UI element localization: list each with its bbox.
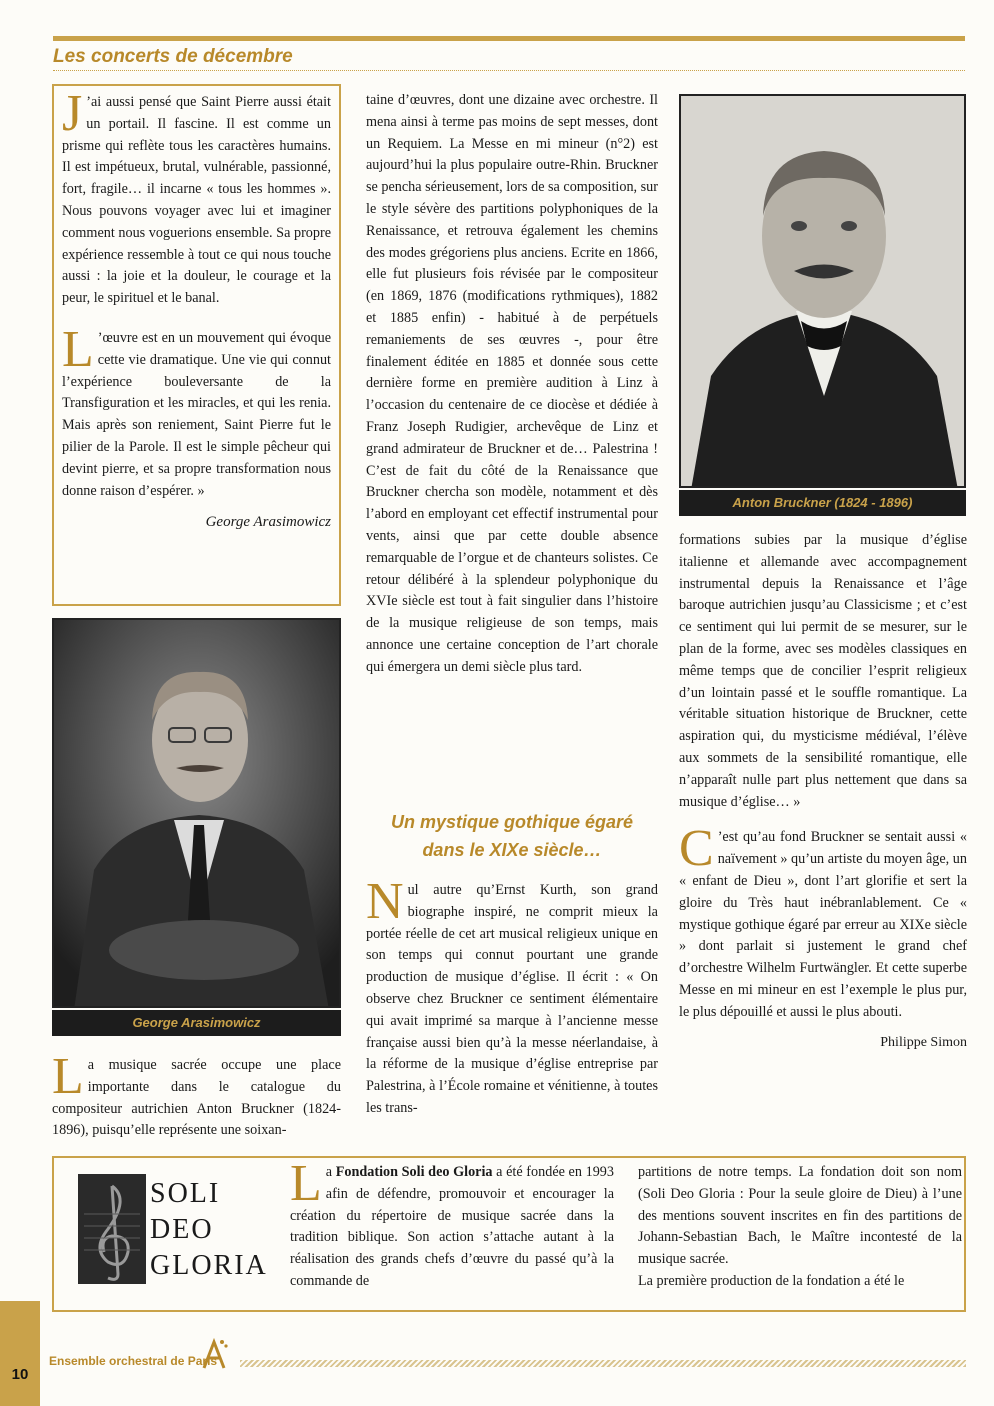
quote-paragraph-1 — [62, 85, 331, 310]
col3-paragraph-1: formations subies par la musique d’église italienne et allemande avec accompagnement instrumental depuis la Renaissance et l’âge baroque autrichien jusqu’au Classicisme ; et c’est ce sentiment qui lui permit de se mesurer, sur le plan de la forme, avec ses modèles classiques en même temps que de concilier l’esprit religieux d’un lointain passé et le souffle romantique. La véritable situation historique de Bruckner, cette aspiration qui, du mysticisme médiéval, l’élève aux sommets de la sensibilité romantique, elle n’apparaît nulle part plus nettement que dans sa musique d’église… » — [679, 532, 967, 810]
foundation-text-right — [638, 1162, 962, 1293]
foundation-text-1: a été fondée en 1993 afin de défendre, promouvoir et encourager la création du répertoire de musique sacrée dans la tradition biblique. Son action s’attache autant à la réalisation des grands chefs d’œuvre du passé qu’à la commande de — [290, 1164, 614, 1289]
logo-line-2: DEO — [150, 1214, 214, 1245]
foundation-name: Fondation Soli deo Gloria — [335, 1164, 493, 1180]
subheading-line-2: dans le XIXe siècle… — [422, 840, 602, 860]
dropcap: N — [366, 873, 404, 930]
intro-paragraph — [52, 1048, 341, 1142]
dropcap: L — [62, 320, 94, 378]
portrait-bruckner-image — [681, 96, 966, 488]
col2-paragraph-1: taine d’œuvres, dont une dizaine avec orchestre. Il mena ainsi à terme pas moins de sept messes, dont un Requiem. La Messe en mi mineur (n°2) est aujourd’hui la plus populaire outre-Rhin. Bruckner se pencha sérieusement, lors de sa composition, sur le style sévère des partitions polyphoniques de la Renaissance, et retrouva également les chemins des modes grégoriens plus anciens. Ecrite en 1866, elle fut plusieurs fois révisée par le compositeur (en 1869, 1876 (modifications rythmiques), 1882 et 1885 enfin) - habitué à de perpétuels remaniements de ses œuvres -, pour être finalement éditée en 1885 et donnée sous cette dernière forme en première audition à Linz à l’occasion du centenaire de ce diocèse et dédiée à Franz Joseph Rudigier, archevêque de Linz et grand admirateur de Bruckner et de… Palestrina ! C’est de fait du côté de la Renaissance que Bruckner chercha son modèle, notamment et dès l’abord en employant cet effectif instrumental pour vents, ainsi que par cette double absence remarquable de l’orgue et de chanteurs solistes. Ce retour délibéré à la splendeur polyphonique du XVIe siècle est tout à fait singulier dans l’histoire de la musique religieuse de son temps, mais annonce une certaine conception de l’art chorale qui émergera un demi siècle plus tard. — [366, 92, 658, 675]
quote-box — [52, 84, 341, 606]
soli-deo-gloria-logo — [78, 1174, 266, 1284]
dropcap: L — [52, 1048, 84, 1105]
foundation-pre: a — [325, 1164, 336, 1180]
quote-paragraph-1-text: ’ai aussi pensé que Saint Pierre aussi était un portail. Il fascine. Il est comme un prisme qui reflète tous les caractères humains. Il est impétueux, brutal, vulnérable, passionné, fort, fragile… il incarne « tous les hommes ». Nous pouvons voyager avec lui et imaginer comment nous voguerions ensemble. Sa propre expérience ressemble à tout ce qui nous touche aussi : la joie et la douleur, le courage et la peur, le spirituel et le banal. — [62, 94, 331, 307]
col1-bottom-text — [52, 1048, 341, 1152]
intro-paragraph-text: a musique sacrée occupe une place importante dans le catalogue du compositeur autrichien Anton Bruckner (1824-1896), puisqu’elle représente une soixan- — [52, 1057, 341, 1139]
logo-line-3: GLORIA — [150, 1250, 268, 1281]
col2-text — [366, 90, 658, 689]
foundation-paragraph-3: La première production de la fondation a été le — [638, 1272, 905, 1289]
foundation-paragraph-2: partitions de notre temps. La fondation doit son nom (Soli Deo Gloria : Pour la seule gloire de Dieu) à l’une des mentions souvent inscrites en fin des partitions de Johann-Sebastian Bach, le Maître incontesté de la musique sacrée. — [638, 1164, 962, 1268]
subheading-line-1: Un mystique gothique égaré — [390, 812, 634, 832]
col2-paragraph-2-text: ul autre qu’Ernst Kurth, son grand biographe inspiré, ne comprit mieux la portée réelle de cet art musical religieux unique en son temps qui connut pourtant une grande production de musique d’église. Il écrit : « On observe chez Bruckner ce sentiment élémentaire qui avait imprimé sa marque à l’ancienne messe française aussi bien qu’à la messe néerlandaise, à la réforme de la musique d’église entreprise par Palestrina, à l’École romaine et vénitienne, à toutes les trans- — [366, 882, 658, 1116]
col3-paragraph-2 — [679, 820, 967, 1023]
dropcap: L — [290, 1155, 322, 1212]
photo-bruckner — [679, 94, 966, 488]
logo-line-1: SOLI — [150, 1178, 221, 1209]
photo-arasimowicz — [52, 618, 341, 1008]
quote-paragraph-2 — [62, 320, 331, 502]
section-title: Les concerts de décembre — [53, 46, 293, 67]
col3-signature: Philippe Simon — [880, 1034, 967, 1050]
title-rule — [53, 70, 965, 71]
col2-text-lower — [366, 873, 658, 1130]
col3-text — [679, 530, 967, 1053]
foundation-paragraph-1 — [290, 1155, 614, 1293]
caption-bruckner: Anton Bruckner (1824 - 1896) — [679, 490, 966, 516]
quote-text — [62, 85, 331, 534]
subheading — [366, 808, 658, 864]
col3-paragraph-2-text: ’est qu’au fond Bruckner se sentait aussi « naïvement » qu’un artiste du moyen âge, un « enfant de Dieu », dont l’art glorifie et sert la gloire du Très haut inébranlablement. Ce « mystique gothique égaré par erreur au XIXe siècle » dont parlait si justement le grand chef d’orchestre Wilhelm Furtwängler. Et cette superbe Messe en mi mineur en est l’exemple le plus pur, le plus dépouillé et aussi le plus abouti. — [679, 829, 967, 1020]
footer-org-name: Ensemble orchestral de Paris — [49, 1354, 218, 1368]
header-bar — [53, 36, 965, 41]
foundation-text-left — [290, 1155, 614, 1303]
quote-paragraph-2-text: ’œuvre est en un mouvement qui évoque cette vie dramatique. Une vie qui connut l’expérience bouleversante de la Transfiguration et les miracles, et qui les renia. Mais après son reniement, Saint Pierre fut le pilier de la Parole. Il est le simple pêcheur qui devint pierre, et sa propre transformation nous donne raison d’espérer. » — [62, 329, 331, 499]
ensemble-logo-icon — [200, 1336, 230, 1370]
dropcap: C — [679, 820, 714, 878]
page-number-bar — [0, 1301, 40, 1406]
footer-rule — [240, 1360, 966, 1367]
quote-signature: George Arasimowicz — [205, 514, 331, 531]
caption-arasimowicz: George Arasimowicz — [52, 1010, 341, 1036]
col2-paragraph-2 — [366, 873, 658, 1120]
dropcap: J — [62, 85, 83, 142]
page-number: 10 — [11, 1366, 29, 1383]
portrait-arasimowicz-image — [54, 620, 341, 1008]
